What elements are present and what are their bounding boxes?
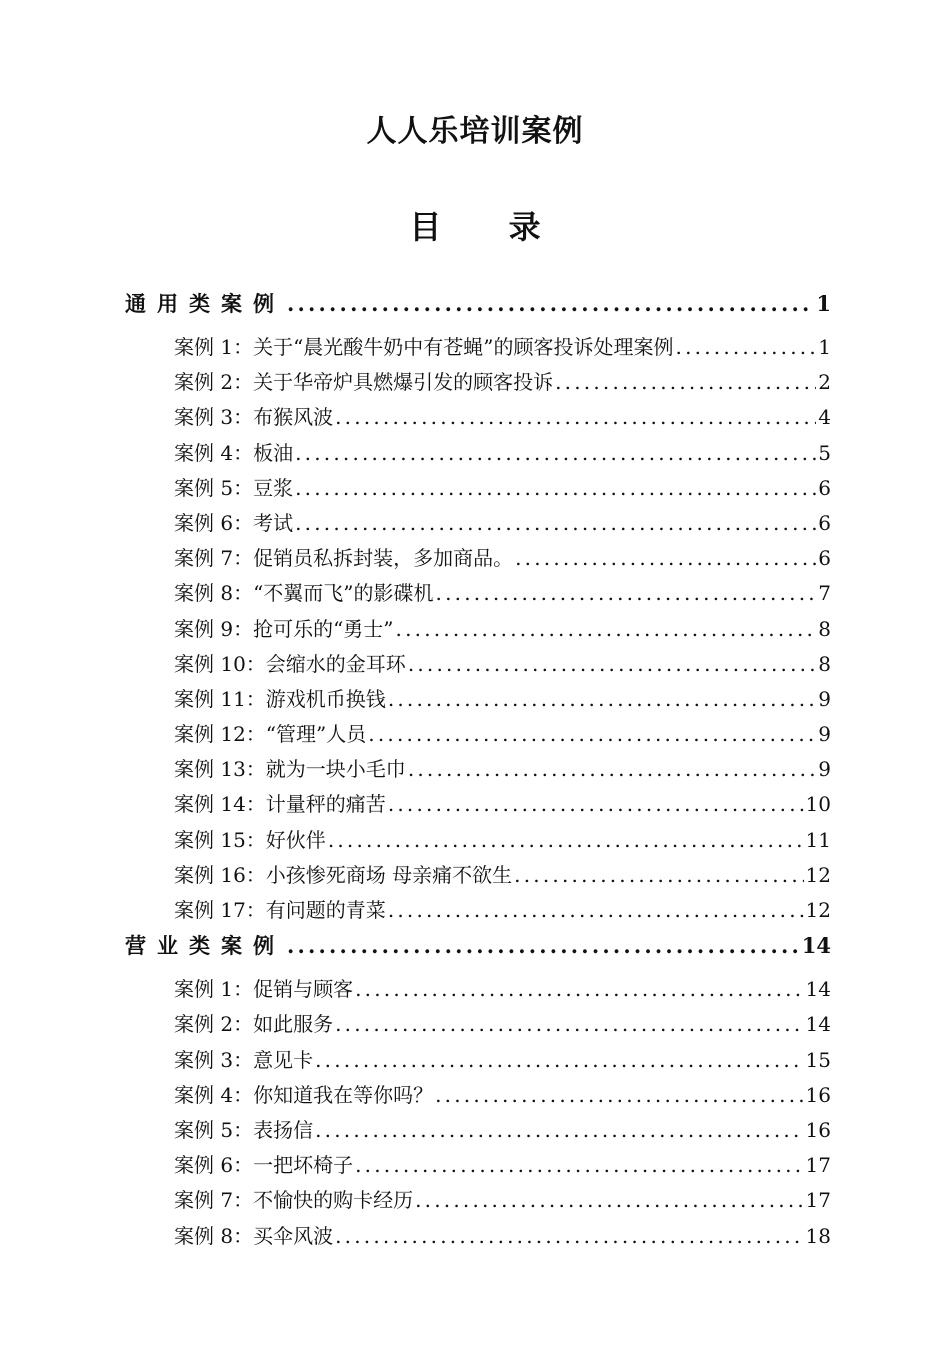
toc-entry[interactable]: [125, 436, 831, 471]
toc-entry[interactable]: [125, 1113, 831, 1148]
toc-entry[interactable]: [125, 858, 831, 893]
toc-entry-page-number: 8: [818, 651, 831, 676]
toc-entry-label: 案例 14：计量秤的痛苦: [174, 792, 386, 817]
toc-dot-leader: [295, 436, 816, 471]
toc-section-entry[interactable]: [125, 286, 831, 322]
toc-entry-page-number: 10: [805, 792, 831, 817]
toc-heading: 目 录: [409, 208, 569, 246]
toc-entry-label: 案例 6：一把坏椅子: [174, 1153, 354, 1178]
toc-entry[interactable]: [125, 647, 831, 682]
toc-entry-page-number: 12: [805, 862, 831, 887]
toc-dot-leader: [315, 1113, 803, 1148]
toc-dot-leader: [435, 1078, 803, 1113]
toc-dot-leader: [388, 893, 804, 928]
toc-dot-leader: [295, 471, 816, 506]
toc-dot-leader: [515, 541, 816, 576]
toc-entry-page-number: 9: [818, 686, 831, 711]
toc-dot-leader: [295, 506, 816, 541]
toc-entry-label: 案例 1：促销与顾客: [174, 977, 354, 1002]
toc-dot-leader: [335, 1007, 803, 1042]
toc-section-page-number: 14: [801, 933, 831, 959]
toc-entry-page-number: 2: [818, 370, 831, 395]
toc-entry-page-number: 16: [805, 1117, 831, 1142]
toc-entry[interactable]: [125, 682, 831, 717]
toc-entry-label: 案例 13：就为一块小毛巾: [174, 757, 406, 782]
toc-dot-leader: [408, 647, 816, 682]
toc-dot-leader: [415, 1183, 803, 1218]
toc-dot-leader: [555, 365, 816, 400]
toc-entry-page-number: 8: [818, 616, 831, 641]
toc-entry[interactable]: [125, 1078, 831, 1113]
toc-entry[interactable]: [125, 1219, 831, 1254]
toc-entry-label: 案例 16：小孩惨死商场 母亲痛不欲生: [174, 862, 513, 887]
toc-dot-leader: [676, 330, 817, 365]
toc-entry[interactable]: [125, 506, 831, 541]
toc-entry-label: 案例 4：你知道我在等你吗？: [174, 1082, 434, 1107]
toc-entry[interactable]: [125, 752, 831, 787]
toc-entry-page-number: 5: [818, 440, 831, 465]
toc-section-page-number: 1: [816, 291, 831, 316]
toc-entry[interactable]: [125, 330, 831, 365]
toc-entry-label: 案例 7：不愉快的购卡经历: [174, 1188, 414, 1213]
toc-entry-label: 案例 3：布猴风波: [174, 405, 334, 430]
toc-entry-label: 案例 1：关于“晨光酸牛奶中有苍蝇”的顾客投诉处理案例: [174, 335, 674, 359]
toc-entry-label: 案例 15：好伙伴: [174, 827, 326, 852]
toc-dot-leader: [335, 1219, 803, 1254]
toc-dot-leader: [355, 972, 803, 1007]
document-title: 人人乐培训案例: [366, 114, 584, 149]
toc-section-label: 通用类案例: [125, 291, 285, 316]
toc-entry-label: 案例 4：板油: [174, 440, 294, 465]
toc-entry-page-number: 9: [818, 722, 831, 747]
toc-dot-leader: [408, 752, 816, 787]
toc-dot-leader: [388, 787, 804, 822]
toc-entry-label: 案例 2：如此服务: [174, 1012, 334, 1037]
toc-entry-label: 案例 10：会缩水的金耳环: [174, 651, 406, 676]
toc-entry-label: 案例 7：促销员私拆封装，多加商品。: [174, 546, 514, 571]
toc-entry[interactable]: [125, 1007, 831, 1042]
toc-dot-leader: [287, 928, 800, 964]
toc-entry-page-number: 7: [818, 581, 831, 606]
toc-entry[interactable]: [125, 787, 831, 822]
toc-dot-leader: [436, 576, 817, 611]
toc-entry-page-number: 18: [805, 1223, 831, 1248]
toc-entry[interactable]: [125, 893, 831, 928]
toc-entry-page-number: 6: [818, 510, 831, 535]
toc-entry-page-number: 14: [805, 977, 831, 1002]
toc-entry-label: 案例 8：“不翼而飞”的影碟机: [174, 581, 434, 606]
toc-entry[interactable]: [125, 612, 831, 647]
toc-entry[interactable]: [125, 1043, 831, 1078]
toc-entry-label: 案例 17：有问题的青菜: [174, 898, 386, 922]
toc-entry-page-number: 14: [805, 1012, 831, 1037]
toc-entry-label: 案例 12：“管理”人员: [174, 722, 367, 747]
toc-entry-page-number: 1: [818, 335, 831, 359]
toc-entry-page-number: 6: [818, 546, 831, 571]
toc-entry[interactable]: [125, 471, 831, 506]
toc-section-label: 营业类案例: [125, 933, 285, 959]
toc-section-entry[interactable]: [125, 928, 831, 964]
toc-entry[interactable]: [125, 823, 831, 858]
toc-entry-page-number: 17: [805, 1153, 831, 1178]
toc-entry[interactable]: [125, 541, 831, 576]
toc-dot-leader: [355, 1148, 803, 1183]
toc-entry-page-number: 15: [805, 1047, 831, 1072]
toc-dot-leader: [328, 823, 804, 858]
toc-entry[interactable]: [125, 1148, 831, 1183]
toc-entry-page-number: 4: [818, 405, 831, 430]
toc-entry-page-number: 11: [805, 827, 831, 852]
toc-entry[interactable]: [125, 576, 831, 611]
toc-entry-label: 案例 5：豆浆: [174, 475, 294, 500]
toc-entry-label: 案例 8：买伞风波: [174, 1223, 334, 1248]
toc-entry-page-number: 17: [805, 1188, 831, 1213]
toc-dot-leader: [335, 400, 816, 435]
toc-dot-leader: [388, 682, 816, 717]
toc-entry[interactable]: [125, 400, 831, 435]
toc-entry-page-number: 12: [805, 898, 831, 922]
toc-dot-leader: [287, 286, 814, 322]
toc-entry[interactable]: [125, 972, 831, 1007]
toc-entry-label: 案例 6：考试: [174, 510, 294, 535]
toc-entry-page-number: 6: [818, 475, 831, 500]
toc-entry-label: 案例 11：游戏机币换钱: [174, 686, 386, 711]
toc-entry[interactable]: [125, 1183, 831, 1218]
toc-entry-label: 案例 5：表扬信: [174, 1117, 314, 1142]
toc-entry-page-number: 9: [818, 757, 831, 782]
toc-dot-leader: [396, 612, 817, 647]
toc-entry-label: 案例 2：关于华帝炉具燃爆引发的顾客投诉: [174, 370, 554, 395]
table-of-contents: [125, 286, 831, 1254]
toc-dot-leader: [315, 1043, 803, 1078]
toc-entry[interactable]: [125, 717, 831, 752]
toc-dot-leader: [368, 717, 816, 752]
toc-entry-page-number: 16: [805, 1082, 831, 1107]
toc-entry-label: 案例 9：抢可乐的“勇士”: [174, 616, 394, 641]
toc-entry[interactable]: [125, 365, 831, 400]
toc-entry-label: 案例 3：意见卡: [174, 1047, 314, 1072]
toc-dot-leader: [514, 858, 803, 893]
